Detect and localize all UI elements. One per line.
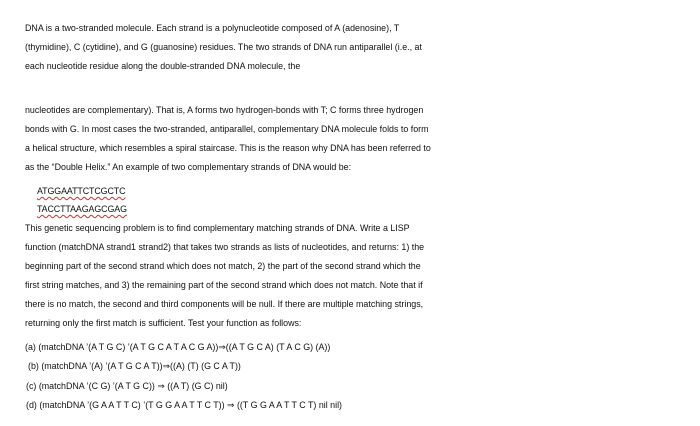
example-c: (c) (matchDNA ’(C G) ’(A T G C)) ⇒ ((A T) (G C) nil) <box>26 380 228 391</box>
text-line: there is no match, the second and third components will be null. If there are multiple matching strings, <box>25 299 424 310</box>
strand-1: ATGGAATTCTCGCTC <box>37 186 126 196</box>
text-line: (thymidine), C (cytidine), and G (guanosine) residues. The two strands of DNA run antiparallel (i.e., at <box>25 42 422 53</box>
complementary-paragraph <box>25 101 700 177</box>
text-line: first string matches, and 3) the remaining part of the second strand which does not match. Note that if <box>25 280 423 291</box>
text-line: beginning part of the second strand which does not match, 2) the part of the second strand which the <box>25 261 421 272</box>
text-line: as the “Double Helix.” An example of two complementary strands of DNA would be: <box>25 162 352 173</box>
text-line: a helical structure, which resembles a spiral staircase. This is the reason why DNA has been referred to <box>25 143 431 154</box>
dna-strands-example <box>37 182 700 218</box>
example-b: (b) (matchDNA ’(A) ’(A T G C A T))⇒((A) (T) (G C A T)) <box>28 361 241 372</box>
text-line: This genetic sequencing problem is to find complementary matching strands of DNA. Write a LISP <box>25 223 410 233</box>
example-d: (d) (matchDNA ’(G A A T T C) ’(T G G A A T T C T)) ⇒ ((T G G A A T T C T) nil nil) <box>26 400 343 411</box>
strand-2: TACCTTAAGAGCGAG <box>37 204 127 214</box>
text-line: function (matchDNA strand1 strand2) that takes two strands as lists of nucleotides, and returns: 1) the <box>25 242 425 253</box>
problem-paragraph <box>25 219 700 334</box>
strand-line <box>37 182 700 200</box>
text-line: each nucleotide residue along the double-stranded DNA molecule, the <box>25 61 301 72</box>
intro-paragraph <box>25 19 700 76</box>
text-line: nucleotides are complementary). That is, A forms two hydrogen-bonds with T; C forms three hydrogen <box>25 105 424 115</box>
text-line: DNA is a two-stranded molecule. Each strand is a polynucleotide composed of A (adenosine), T <box>25 23 400 33</box>
text-line: returning only the first match is sufficient. Test your function as follows: <box>25 318 302 329</box>
test-examples <box>25 338 700 416</box>
strand-line <box>37 200 700 218</box>
example-a: (a) (matchDNA ’(A T G C) ’(A T G C A T A C G A))⇒((A T G C A) (T A C G) (A)) <box>25 342 331 352</box>
text-line: bonds with G. In most cases the two-stranded, antiparallel, complementary DNA molecule folds to form <box>25 124 429 135</box>
